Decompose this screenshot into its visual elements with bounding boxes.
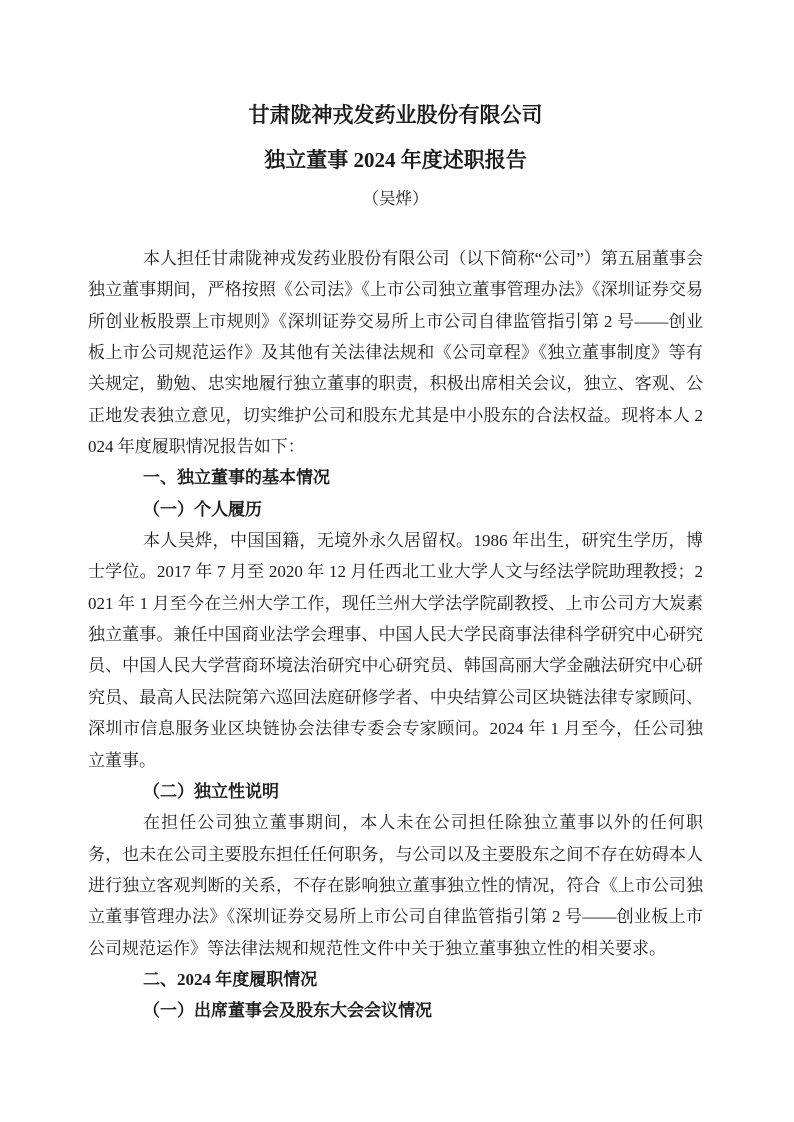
independence-statement-heading: （二）独立性说明 [143, 781, 279, 801]
personal-resume-heading: （一）个人履历 [143, 499, 262, 519]
intro-paragraph: 本人担任甘肃陇神戎发药业股份有限公司（以下简称“公司”）第五届董事会独立董事期间，严格按照《公司法》《上市公司独立董事管理办法》《深圳证券交易所创业板股票上市规则》《深圳证券交易所上市公司自律监管指引第 2 号——创业板上市公司规范运作》及其他有关法律法规和《公司章程》《独立董事制度》等有关规定，勤勉、忠实地履行独立董事的职责，积极出席相关会议，独立、客观、公正地发表独立意见，切实维护公司和股东尤其是中小股东的合法权益。现将本人 2024 年度履职情况报告如下： [88, 249, 703, 457]
document-body [88, 243, 703, 1027]
document-title: 甘肃陇神戎发药业股份有限公司 [248, 103, 543, 127]
section-1-heading: 一、独立董事的基本情况 [143, 468, 330, 488]
document-subtitle: 独立董事 2024 年度述职报告 [264, 148, 527, 172]
resume-paragraph: 本人吴烨，中国国籍，无境外永久居留权。1986 年出生，研究生学历，博士学位。2017 年 7 月至 2020 年 12 月任西北工业大学人文与经法学院助理教授；2021 年 1 月至今在兰州大学工作，现任兰州大学法学院副教授、上市公司方大炭素独立董事。兼任中国商业法学会理事、中国人民大学民商事法律科学研究中心研究员、中国人民大学营商环境法治研究中心研究员、韩国高丽大学金融法研究中心研究员、最高人民法院第六巡回法庭研修学者、中央结算公司区块链法律专家顾问、深圳市信息服务业区块链协会法律专委会专家顾问。2024 年 1 月至今，任公司独立董事。 [88, 531, 703, 770]
independence-paragraph: 在担任公司独立董事期间，本人未在公司担任除独立董事以外的任何职务，也未在公司主要股东担任任何职务，与公司以及主要股东之间不存在妨碍本人进行独立客观判断的关系，不存在影响独立董事独立性的情况，符合《上市公司独立董事管理办法》《深圳证券交易所上市公司自律监管指引第 2 号——创业板上市公司规范运作》等法律法规和规范性文件中关于独立董事独立性的相关要求。 [88, 813, 703, 958]
meeting-attendance-heading: （一）出席董事会及股东大会会议情况 [143, 1001, 432, 1021]
section-2-heading: 二、2024 年度履职情况 [143, 969, 318, 989]
director-name: （吴烨） [362, 189, 429, 208]
